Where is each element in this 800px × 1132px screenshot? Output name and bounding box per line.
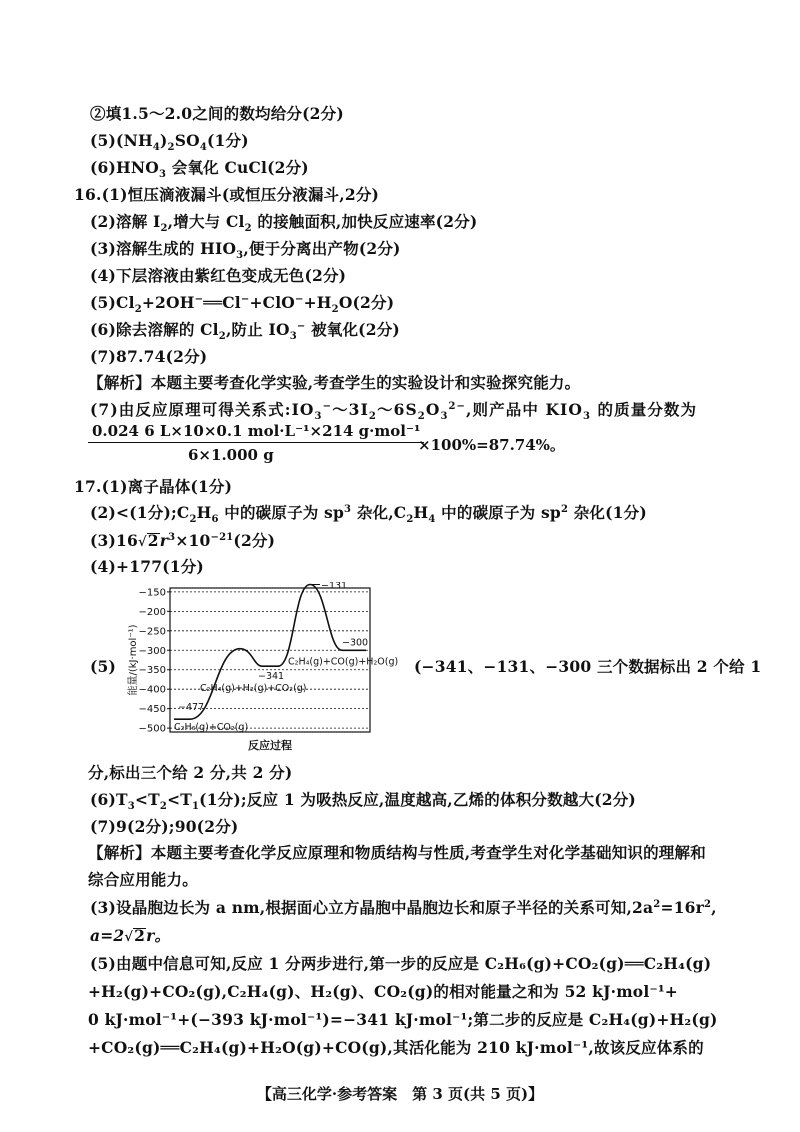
y-axis-label: 能量/(kJ·mol⁻¹) [128,624,139,696]
energy-curve [174,584,369,719]
species-label: C₂H₄(g)+CO(g)+H₂O(g) [288,656,399,668]
y-tick-label: −150 [138,587,166,599]
question-17-part-1: 17.(1)离子晶体(1分) [74,477,233,496]
answer-line: (7)87.74(2分) [90,347,208,366]
species-label: C₂H₄(g)+H₂(g)+CO₂(g) [200,683,307,695]
answer-line: ②填1.5～2.0之间的数均给分(2分) [90,104,344,123]
answer-line: (2)溶解 $I_2$,增大与 $Cl_2$ 的接触面积,加快反应速率(2分) [90,212,478,235]
analysis-text: a=2√2r。 [90,926,171,945]
answer-line: (−341、−131、−300 三个数据标出 2 个给 1 [414,657,762,676]
y-tick-label: −250 [138,626,166,638]
level-value-label: −477 [178,702,205,714]
answer-line: 分,标出三个给 2 分,共 2 分) [88,763,293,782]
analysis-text: +CO₂(g)══C₂H₄(g)+H₂O(g)+CO(g),其活化能为 210 kJ·mol⁻¹,故该反应体系的 [88,1038,704,1057]
question-16-part-1: 16.(1)恒压滴液漏斗(或恒压分液漏斗,2分) [74,185,380,204]
y-tick-label: −300 [138,645,166,657]
answer-line: $(5)(NH_4)_2SO_4(1$分) [90,131,249,154]
y-tick-label: −400 [138,684,166,696]
analysis-heading: 【解析】本题主要考查化学反应原理和物质结构与性质,考查学生对化学基础知识的理解和 [88,843,706,862]
analysis-text: (3)设晶胞边长为 a nm,根据面心立方晶胞中晶胞边长和原子半径的关系可知$,2a^2=16r^2$, [90,898,717,917]
y-tick-label: −350 [138,665,166,677]
page-footer: 【高三化学·参考答案 第 3 页(共 5 页)】 [256,1085,544,1103]
equation-line: $(5)Cl_2+2OH^-══Cl^-+ClO^-+H_2O(2$分) [90,293,395,316]
answer-line: (7)9(2分);90(2分) [90,817,239,836]
relation-line: (7)由反应原理可得关系式$:IO_3^-\sim 3I_2\sim 6S_2O_3^{2-}$,则产品中 $KIO_3$ 的质量分数为 [90,400,698,423]
y-tick-label: −200 [138,606,166,618]
transition-value-label: −131 [321,582,348,592]
analysis-heading: 【解析】本题主要考查化学实验,考查学生的实验设计和实验探究能力。 [88,373,581,392]
fraction-result: ×100%=87.74%。 [418,436,565,454]
answer-line-label: (5) [90,657,117,676]
level-value-label: −300 [342,637,369,649]
fraction-numerator: 0.024 6 L×10×0.1 mol·L⁻¹×214 g·mol⁻¹ [88,422,424,443]
answer-line: (4)下层溶液由紫红色变成无色(2分) [90,266,347,285]
analysis-text: +H₂(g)+CO₂(g),C₂H₄(g)、H₂(g)、CO₂(g)的相对能量之和为 52 kJ·mol⁻¹+ [88,982,678,1001]
x-axis-label: 反应过程 [248,739,292,752]
analysis-text: 综合应用能力。 [88,870,198,889]
level-value-label: −341 [258,671,285,683]
answer-line: $(3)16√2r^3\times 10^{-21}(2$分) [90,531,276,550]
y-tick-label: −450 [138,704,166,716]
answer-line: $(6)T_3<T_2<T_1(1$分);反应 1 为吸热反应,温度越高,乙烯的体积分数越大(2分) [90,790,636,813]
answer-line: (6)除去溶解的 $Cl_2$,防止 $IO_3^-$ 被氧化(2分) [90,320,400,343]
answer-line: (4)+177(1分) [90,557,204,576]
answer-line: (2)<(1分)$;C_2H_6$ 中的碳原子为 $sp^3$ 杂化$,C_2H_4$ 中的碳原子为 $sp^2$ 杂化(1分) [90,503,647,526]
fraction-denominator: 6×1.000 g [188,446,274,464]
analysis-text: (5)由题中信息可知,反应 1 分两步进行,第一步的反应是 C₂H₆(g)+CO₂(g)══C₂H₄(g) [90,954,712,973]
y-tick-label: −500 [138,723,166,735]
species-label: C₂H₆(g)+CO₂(g) [174,722,249,734]
energy-profile-chart [124,582,414,754]
analysis-text: 0 kJ·mol⁻¹+(−393 kJ·mol⁻¹)=−341 kJ·mol⁻¹;第二步的反应是 C₂H₄(g)+H₂(g) [88,1010,718,1029]
energy-profile-svg [124,582,414,754]
answer-line: (3)溶解生成的 $HIO_3$,便于分离出产物(2分) [90,239,401,262]
answer-line: $(6)HNO_3$ 会氧化 CuCl(2分) [90,158,309,181]
